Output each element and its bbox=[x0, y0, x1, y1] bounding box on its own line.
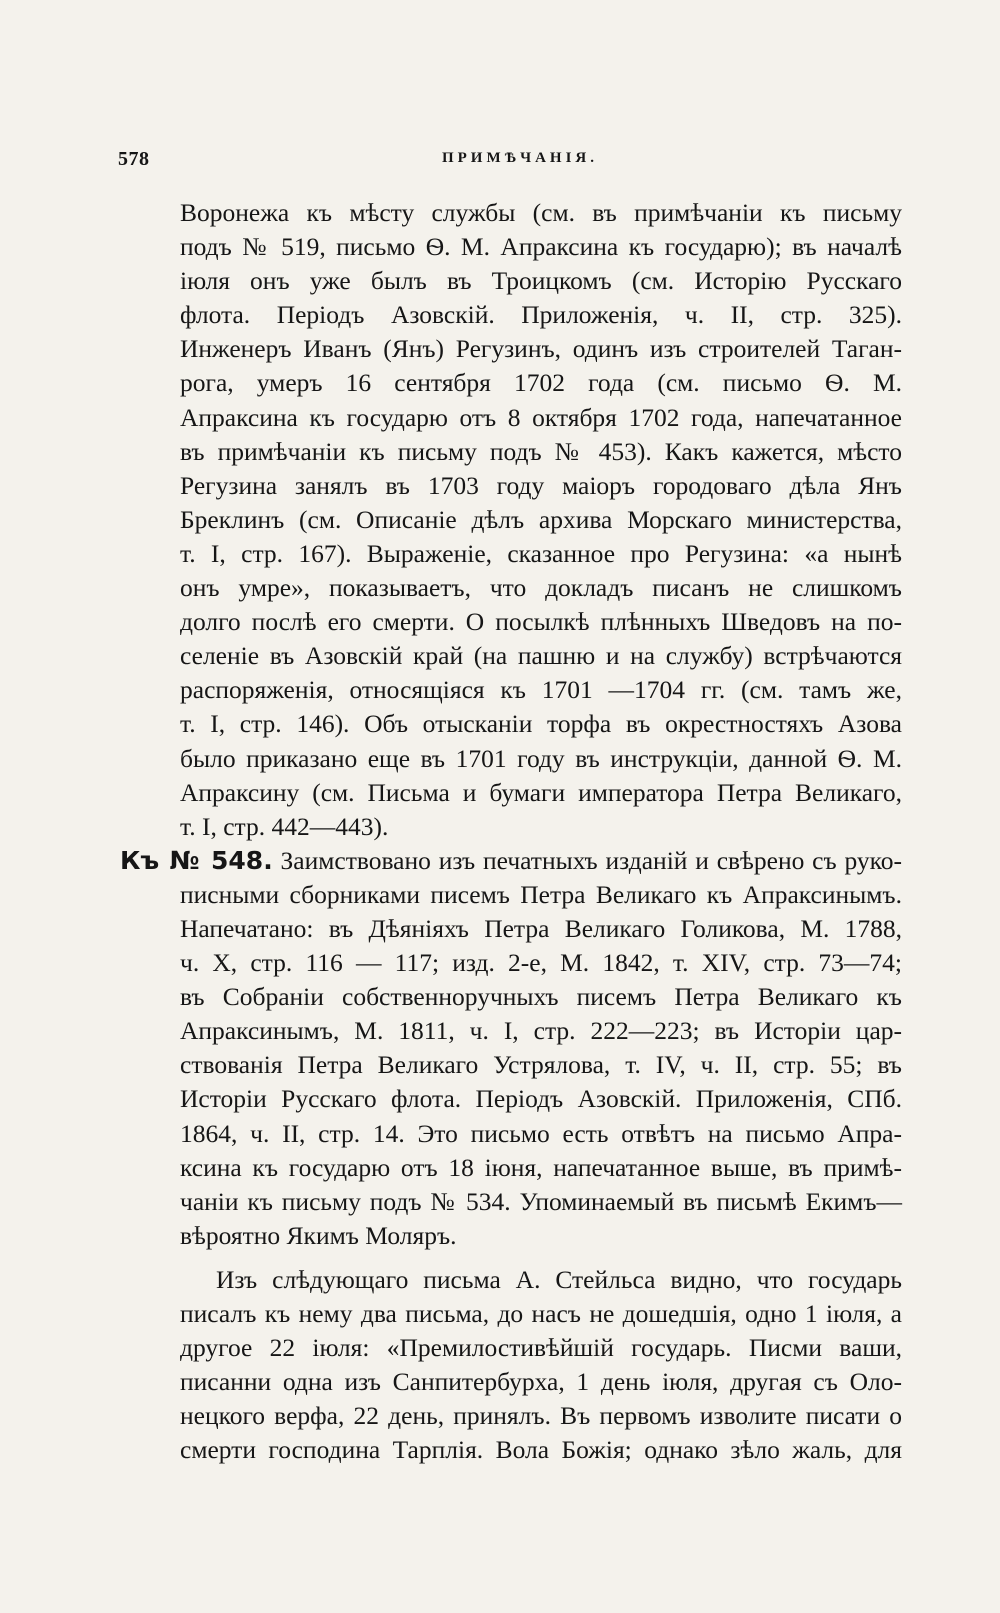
note-heading: Къ № 548. bbox=[120, 845, 273, 875]
text-line: Инженеръ Иванъ (Янъ) Регузинъ, одинъ изъ строителей Таган- bbox=[180, 334, 902, 364]
text-line: чаніи къ письму подъ № 534. Упоминаемый въ письмѣ Екимъ— bbox=[180, 1186, 902, 1216]
text-line: долго послѣ его смерти. О посылкѣ плѣнныхъ Шведовъ на по- bbox=[180, 607, 902, 637]
text-line: флота. Періодъ Азовскій. Приложенія, ч. II, стр. 325). bbox=[180, 300, 902, 330]
text-line: въ примѣчаніи къ письму подъ № 453). Какъ кажется, мѣсто bbox=[180, 436, 902, 466]
text-line: писными сборниками писемъ Петра Великаго къ Апраксинымъ. bbox=[180, 879, 902, 909]
text-line: Изъ слѣдующаго письма А. Стейльса видно, что государь bbox=[216, 1264, 902, 1294]
text-line: селеніе въ Азовскій край (на пашню и на службу) встрѣчаются bbox=[180, 641, 902, 671]
body-text bbox=[120, 196, 902, 1467]
text-line: подъ № 519, письмо Ѳ. М. Апраксина къ государю); въ началѣ bbox=[180, 232, 902, 262]
text-line: было приказано еще въ 1701 году въ инструкціи, данной Ѳ. М. bbox=[180, 743, 902, 773]
text-line: Бреклинъ (см. Описаніе дѣлъ архива Морскаго министерства, bbox=[180, 504, 902, 534]
text-line: распоряженія, относящіяся къ 1701 —1704 гг. (см. тамъ же, bbox=[180, 675, 902, 705]
text-line: писанни одна изъ Санпитербурха, 1 день іюля, другая съ Оло- bbox=[180, 1367, 902, 1397]
text-line: смерти господина Тарплія. Вола Божія; однако зѣло жаль, для bbox=[180, 1435, 902, 1465]
text-line: 1864, ч. II, стр. 14. Это письмо есть отвѣтъ на письмо Апра- bbox=[180, 1118, 902, 1148]
text-line: т. I, стр. 146). Объ отысканіи торфа въ окрестностяхъ Азова bbox=[180, 709, 902, 739]
text-line: другое 22 іюля: «Премилостивѣйшій государь. Писми ваши, bbox=[180, 1333, 902, 1363]
text-line: ствованія Петра Великаго Устрялова, т. IV, ч. II, стр. 55; въ bbox=[180, 1050, 902, 1080]
text-line: Регузина занялъ въ 1703 году маіоръ городоваго дѣла Янъ bbox=[180, 470, 902, 500]
text-line: Исторіи Русскаго флота. Періодъ Азовскій. Приложенія, СПб. bbox=[180, 1084, 902, 1114]
text-line: вѣроятно Якимъ Моляръ. bbox=[180, 1220, 457, 1250]
text-line: т. I, стр. 442—443). bbox=[180, 811, 389, 841]
paragraph-1 bbox=[180, 196, 902, 844]
paragraph-3 bbox=[180, 1263, 902, 1468]
paragraph-2 bbox=[120, 844, 902, 1253]
text-line: ксина къ государю отъ 18 іюня, напечатанное выше, въ примѣ- bbox=[180, 1152, 902, 1182]
text-line: Апраксину (см. Письма и бумаги императора Петра Великаго, bbox=[180, 777, 902, 807]
text-line: іюля онъ уже былъ въ Троицкомъ (см. Исторію Русскаго bbox=[180, 266, 902, 296]
page-number: 578 bbox=[118, 148, 150, 170]
paragraph-gap bbox=[180, 1253, 902, 1263]
text-line: ч. X, стр. 116 — 117; изд. 2-е, М. 1842, т. XIV, стр. 73—74; bbox=[180, 948, 902, 978]
text-line: Воронежа къ мѣсту службы (см. въ примѣчаніи къ письму bbox=[180, 198, 902, 227]
note-first-line bbox=[120, 844, 902, 878]
text-line: рога, умеръ 16 сентября 1702 года (см. письмо Ѳ. М. bbox=[180, 368, 902, 398]
text-line: Напечатано: въ Дѣяніяхъ Петра Великаго Голикова, М. 1788, bbox=[180, 913, 902, 943]
text-line: писалъ къ нему два письма, до насъ не дошедшія, одно 1 іюля, а bbox=[180, 1299, 902, 1328]
text-line: Апраксинымъ, М. 1811, ч. I, стр. 222—223; въ Исторіи цар- bbox=[180, 1016, 902, 1046]
text-line: нецкого верфа, 22 день, принялъ. Въ первомъ изволите писати о bbox=[180, 1401, 902, 1431]
text-line: въ Собраніи собственноручныхъ писемъ Петра Великаго къ bbox=[180, 982, 902, 1012]
text-line: онъ умре», показываетъ, что докладъ писанъ не слишкомъ bbox=[180, 573, 902, 603]
text-line: Апраксина къ государю отъ 8 октября 1702 года, напечатанное bbox=[180, 402, 902, 432]
text-line: т. I, стр. 167). Выраженіе, сказанное про Регузина: «а нынѣ bbox=[180, 538, 902, 568]
running-head: ПРИМѢЧАНІЯ. bbox=[441, 150, 599, 166]
text-fragment: Заимствовано изъ печатныхъ изданій и свѣрено съ руко- bbox=[280, 845, 902, 875]
